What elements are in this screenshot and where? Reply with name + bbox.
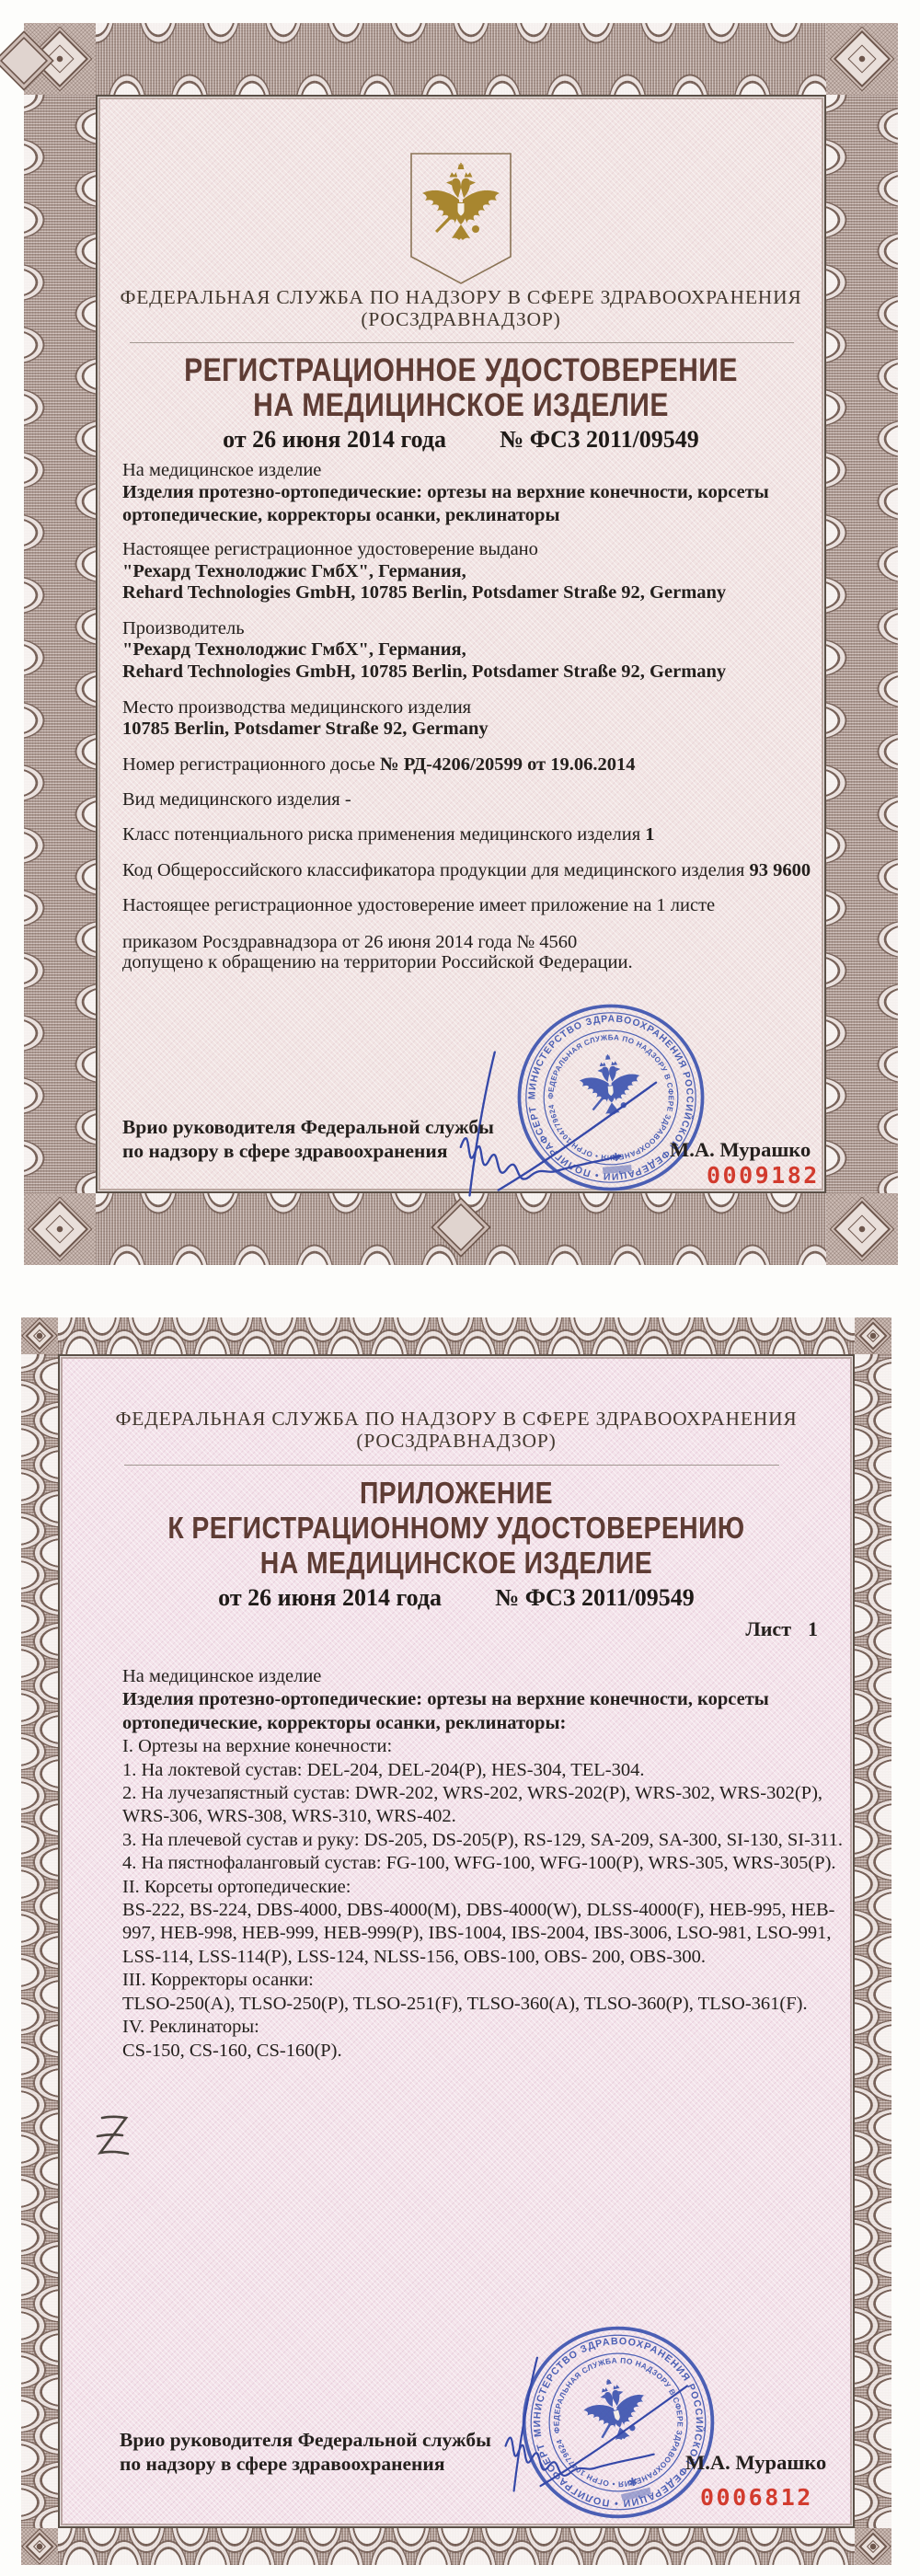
risk-value: 1	[645, 824, 655, 845]
ornamental-border-left	[24, 95, 96, 1193]
order-line2: допущено к обращению на территории Российской Федерации.	[122, 952, 633, 972]
signer-title	[120, 2429, 491, 2476]
signer-name: М.А. Мурашко	[685, 2451, 827, 2474]
production-place-label: Место производства медицинского изделия	[122, 697, 472, 718]
appendix-title-line3: НА МЕДИЦИНСКОЕ ИЗДЕЛИЕ	[259, 1546, 653, 1580]
appendix-device-list	[122, 1665, 844, 2063]
okp-value: 93 9600	[749, 860, 811, 880]
manufacturer-ru: "Рехард Технолоджис ГмбХ", Германия,	[122, 639, 466, 660]
ornamental-border-bottom	[58, 2528, 855, 2565]
certificate-date: от 26 июня 2014 года	[218, 1584, 443, 1611]
issued-label: Настоящее регистрационное удостоверение выдано	[122, 539, 538, 559]
dossier-label: Номер регистрационного досье	[122, 754, 381, 775]
section-1-heading: I. Ортезы на верхние конечности:	[122, 1736, 393, 1757]
section-3-heading: III. Корректоры осанки:	[122, 1970, 314, 1991]
agency-name: ФЕДЕРАЛЬНАЯ СЛУЖБА ПО НАДЗОРУ В СФЕРЕ ЗДРАВООХРАНЕНИЯ	[115, 1408, 798, 1430]
dossier-number-line	[122, 753, 842, 776]
ornamental-border-left	[21, 1354, 58, 2528]
device-kind-line: Вид медицинского изделия -	[122, 789, 351, 810]
corner-ornament	[21, 2528, 58, 2565]
manufacturer-en: Rehard Technologies GmbH, 10785 Berlin, Potsdamer Straße 92, Germany	[122, 661, 727, 682]
okp-code-line	[122, 859, 842, 882]
sheet-number-line	[745, 1617, 818, 1641]
sheet-label: Лист	[745, 1617, 791, 1640]
certificate-number: № ФСЗ 2011/09549	[500, 426, 699, 453]
signer-title-line1: Врио руководителя Федеральной службы	[120, 2429, 491, 2451]
production-place: 10785 Berlin, Potsdamer Straße 92, Germany	[122, 719, 489, 739]
sheet-number: 1	[808, 1617, 818, 1640]
corner-ornament	[855, 2528, 891, 2565]
dossier-value: № РД-4206/20599 от 19.06.2014	[380, 754, 636, 775]
manufacturer-label: Производитель	[122, 618, 245, 638]
list-item: 3. На плечевой сустав и руку: DS-205, DS-205(P), RS-129, SA-209, SA-300, SI-130, SI-311.	[122, 1829, 844, 1850]
ornamental-border-top	[58, 1317, 855, 1354]
corner-ornament	[826, 1193, 898, 1265]
signer-name: М.А. Мурашко	[670, 1138, 811, 1161]
corner-ornament	[21, 1317, 58, 1354]
device-label: На медицинское изделие	[122, 460, 322, 480]
document-title-line2: НА МЕДИЦИНСКОЕ ИЗДЕЛИЕ	[253, 387, 669, 423]
divider-line	[124, 1465, 779, 1466]
corner-ornament	[826, 23, 898, 95]
list-item: 4. На пястнофаланговый сустав: FG-100, WFG-100, WFG-100(P), WRS-305, WRS-305(P).	[122, 1853, 836, 1874]
signer-title-line2: по надзору в сфере здравоохранения	[120, 2452, 445, 2475]
serial-number: 0009182	[707, 1162, 820, 1189]
risk-class-line	[122, 823, 842, 846]
appendix-note: Настоящее регистрационное удостоверение имеет приложение на 1 листе	[122, 895, 716, 915]
handwritten-z-mark	[93, 2110, 133, 2162]
risk-label: Класс потенциального риска применения медицинского изделия	[122, 824, 646, 845]
list-item: CS-150, CS-160, CS-160(P).	[122, 2040, 342, 2061]
signer-title-line1: Врио руководителя Федеральной службы	[122, 1116, 494, 1138]
certificate-number: № ФСЗ 2011/09549	[495, 1584, 695, 1611]
coat-of-arms-icon	[404, 150, 518, 288]
device-name: Изделия протезно-ортопедические: ортезы на верхние конечности, корсеты ортопедические, корректоры осанки, реклинаторы	[122, 482, 769, 525]
corner-ornament	[24, 1193, 96, 1265]
section-2-heading: II. Корсеты ортопедические:	[122, 1876, 351, 1897]
signer-title-line2: по надзору в сфере здравоохранения	[122, 1139, 448, 1162]
corner-ornament	[855, 1317, 891, 1354]
agency-short-name: (РОСЗДРАВНАДЗОР)	[356, 1430, 557, 1452]
certificate-date: от 26 июня 2014 года	[223, 426, 447, 453]
list-item: TLSO-250(A), TLSO-250(P), TLSO-251(F), TLSO-360(A), TLSO-360(P), TLSO-361(F).	[122, 1993, 808, 2014]
serial-number: 0006812	[700, 2484, 813, 2511]
issued-to-ru: "Рехард Технолоджис ГмбХ", Германия,	[122, 561, 466, 581]
section-4-heading: IV. Реклинаторы:	[122, 2017, 259, 2038]
certificate-page-1	[24, 23, 898, 1265]
order-line1: приказом Росздравнадзора от 26 июня 2014 года № 4560	[122, 932, 578, 952]
signer-title	[122, 1116, 494, 1163]
appendix-page-2	[21, 1317, 891, 2565]
ornamental-border-right	[855, 1354, 891, 2528]
okp-label: Код Общероссийского классификатора продукции для медицинского изделия	[122, 860, 750, 880]
issued-to-en: Rehard Technologies GmbH, 10785 Berlin, Potsdamer Straße 92, Germany	[122, 582, 727, 603]
date-and-number-line	[21, 1584, 891, 1612]
list-item: 2. На лучезапястный сустав: DWR-202, WRS-202, WRS-202(P), WRS-302, WRS-302(P), WRS-306, WRS-308, WRS-310, WRS-402.	[122, 1783, 823, 1827]
device-label: На медицинское изделие	[122, 1666, 322, 1686]
list-item: BS-222, BS-224, DBS-4000, DBS-4000(M), DBS-4000(W), DLSS-4000(F), HEB-995, HEB-997, HEB-998, HEB-999, HEB-999(P), IBS-1004, IBS-2004, IBS-3006, LSO-981, LSO-991, LSS-114, LSS-114(P), LSS-124, NLSS-156, OBS-100, OBS- 200, OBS-300.	[122, 1900, 835, 1967]
list-item: 1. На локтевой сустав: DEL-204, DEL-204(P), HES-304, TEL-304.	[122, 1759, 645, 1780]
agency-short-name: (РОСЗДРАВНАДЗОР)	[361, 308, 561, 330]
ornamental-border-top	[96, 23, 826, 95]
divider-line	[130, 342, 794, 343]
device-name: Изделия протезно-ортопедические: ортезы на верхние конечности, корсеты ортопедические, корректоры осанки, реклинаторы:	[122, 1689, 769, 1733]
signature-icon	[486, 2346, 702, 2504]
agency-name: ФЕДЕРАЛЬНАЯ СЛУЖБА ПО НАДЗОРУ В СФЕРЕ ЗДРАВООХРАНЕНИЯ	[120, 286, 802, 308]
appendix-title-line2: К РЕГИСТРАЦИОННОМУ УДОСТОВЕРЕНИЮ	[167, 1511, 745, 1545]
appendix-title-line1: ПРИЛОЖЕНИЕ	[359, 1476, 554, 1510]
document-title-line1: РЕГИСТРАЦИОННОЕ УДОСТОВЕРЕНИЕ	[184, 352, 738, 388]
date-and-number-line	[24, 426, 898, 454]
